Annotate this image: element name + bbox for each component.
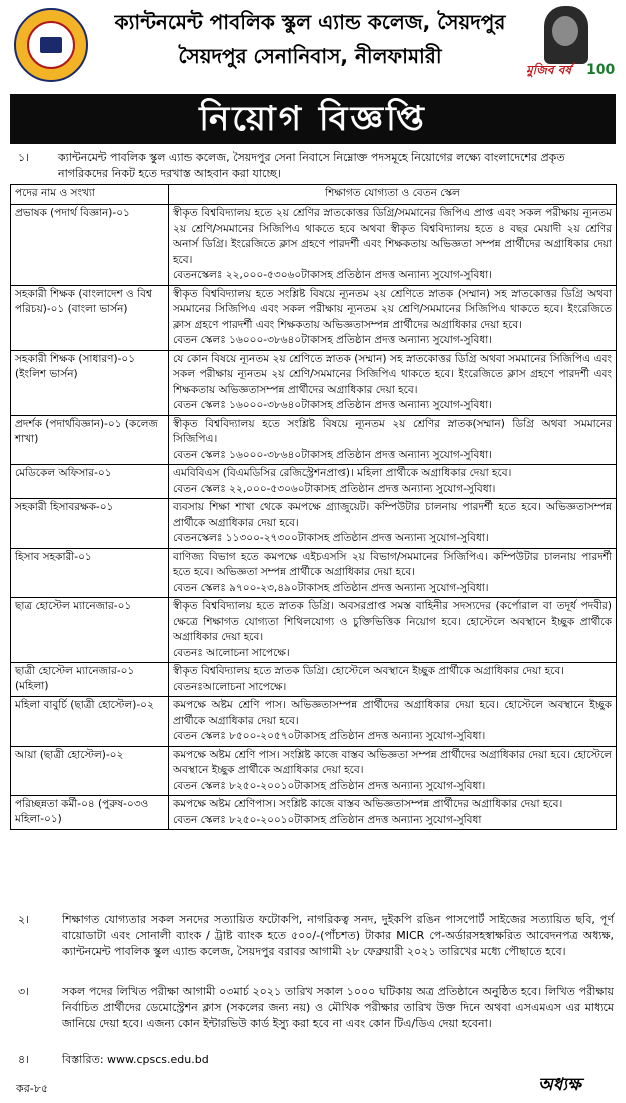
note-text: শিক্ষাগত যোগ্যতার সকল সনদের সত্যায়িত ফটোকপি, নাগরিকত্ব সনদ, দুইকপি রঙিন পাসপোর্ট সাইজের সত্যায়িত ছবি, পূর্ণ বায়োডাটা এবং সোনালী ব্যাংক / ট্রাষ্ট ব্যাংক হতে ৫০০/-(পাঁচশত) টাকার MICR পে-অর্ডারসহস্বাক্ষরিত আবেদনপত্র অধ্যক্ষ, ক্যান্টনমেন্ট পাবলিক স্কুল এ্যান্ড কলেজ, সৈয়দপুর বরাবর আগামী ২৮ ফেব্রুয়ারী ২০২১ তারিখের মধ্যে পৌছাতে হবে।: [62, 913, 614, 958]
table-row: [11, 415, 617, 465]
salary-text: বেতনঃআলোচনা সাপেক্ষে।: [173, 680, 287, 693]
note-number: ৩।: [18, 985, 30, 998]
mujib-borsho-logo: [526, 6, 618, 86]
position-cell: সহকারী শিক্ষক (বাংলাদেশ ও বিশ্ব পরিচয়)-০১ (বাংলা ভার্সন): [11, 285, 169, 350]
qualification-cell: [169, 663, 617, 697]
position-cell: সহকারী শিক্ষক (সাধারণ)-০১ (ইংলিশ ভার্সন): [11, 350, 169, 415]
qualification-text: স্বীকৃত বিশ্ববিদ্যালয় হতে সংশ্লিষ্ট বিষয়ে ন্যূনতম ২য় শ্রেণিতে স্নাতক (সম্মান) সহ স্নাতকোত্তর ডিগ্রি অথবা সমমানের সিজিপিএ এবং সকল পরীক্ষায় ন্যূনতম ২য় শ্রেণি/সমমানের সিজিপিএ থাকতে হবে। ইংরেজিতে ক্লাস গ্রহণে পারদর্শী এবং শিক্ষকতায় অভিজ্ঞতাসম্পন্ন প্রার্থীদের অগ্রাধিকার দেয়া হবে।: [173, 287, 612, 331]
salary-text: বেতনস্কেলঃ ২২,০০০-৫৩০৬০টাকাসহ প্রতিষ্ঠান প্রদত্ত অন্যান্য সুযোগ-সুবিধা।: [173, 269, 493, 281]
salary-text: বেতন স্কেলঃ ৯৭০০-২৩,৪৯০টাকাসহ প্রতিষ্ঠান প্রদত্ত অন্যান্য সুযোগ-সুবিধা।: [173, 581, 489, 594]
mujib-logo-number: 100: [586, 62, 616, 78]
position-cell: মহিলা বাবুর্চি (ছাত্রী হোস্টেল)-০২: [11, 697, 169, 747]
qualification-cell: [169, 796, 617, 830]
school-address: সৈয়দপুর সেনানিবাস, নীলফামারী: [178, 44, 442, 68]
qualification-text: কমপক্ষে অষ্টম শ্রেণিপাস। সংশ্লিষ্ট কাজে বাস্তব অভিজ্ঞতাসম্পন্ন প্রার্থীদের অগ্রাধিকার দেয়া হবে।: [173, 798, 563, 810]
header-position: পদের নাম ও সংখ্যা: [11, 185, 169, 205]
qualification-text: স্বীকৃত বিশ্ববিদ্যালয় হতে সংশ্লিষ্ট বিষয়ে ন্যূনতম ২য় শ্রেণির স্নাতক(সম্মান) ডিগ্রি অথবা সমমানের সিজিপিএ।: [173, 417, 612, 445]
qualification-text: স্বীকৃত বিশ্ববিদ্যালয় হতে স্নাতক ডিগ্রি। অবসরপ্রাপ্ত সমস্ত বাহিনীর সদস্যদের (কর্পোরাল বা তদূর্ধ পদবীর) ক্ষেত্রে শিক্ষাগত যোগ্যতা শিথিলযোগ্য ও চুক্তিভিত্তিক নিয়োগ হবে। হোস্টেলে অবস্থানে ইচ্ছুক প্রার্থীকে অগ্রাধিকার দেয়া হবে।: [173, 600, 612, 643]
salary-text: বেতন স্কেলঃ ১৬০০০-৩৮৬৪০টাকাসহ প্রতিষ্ঠান প্রদত্ত অন্যান্য সুযোগ-সুবিধা।: [173, 399, 493, 411]
notice-page: [4, 2, 622, 1101]
qualification-text: এমবিবিএস (বিএমডিসির রেজিস্ট্রেশনপ্রাপ্ত)। মহিলা প্রার্থীকে অগ্রাধিকার দেয়া হবে।: [173, 467, 512, 479]
note-number: ৪।: [18, 1053, 30, 1066]
qualification-cell: [169, 205, 617, 286]
footer-code: কর-৮৫: [16, 1082, 48, 1095]
qualification-cell: [169, 499, 617, 549]
note-number: ২।: [18, 913, 30, 926]
qualification-text: যে কোন বিষয়ে ন্যূনতম ২য় শ্রেণিতে স্নাতক (সম্মান) সহ স্নাতকোত্তর ডিগ্রি অথবা সমমানের সিজিপিএ এবং সকল পরীক্ষায় ন্যূনতম ২য় শ্রেণি/সমমানের সিজিপিএ থাকতে হবে। ইংরেজিতে ক্লাস গ্রহণে পারদর্শী এবং শিক্ষকতায় অভিজ্ঞতাসম্পন্ন প্রার্থীদের অগ্রাধিকার দেয়া হবে।: [173, 352, 612, 396]
table-row: [11, 285, 617, 350]
qualification-text: স্বীকৃত বিশ্ববিদ্যালয় হতে ২য় শ্রেণির স্নাতকোত্তর ডিগ্রি/সমমানের জিপিএ প্রাপ্ত এবং সকল পরীক্ষায় ন্যূনতম ২য় শ্রেণি/সমমানের সিজিপিএ থাকতে হবে অথবা স্বীকৃত বিশ্ববিদ্যালয় হতে ৪ বছর মেয়াদী ২য় শ্রেণির অনার্স ডিগ্রি। ইংরেজিতে ক্লাস গ্রহণে পারদর্শী এবং শিক্ষকতায় অভিজ্ঞতা সম্পন্ন প্রার্থীদের অগ্রাধিকার দেয়া হবে।: [173, 207, 612, 266]
school-logo: [14, 8, 88, 82]
table-row: [11, 350, 617, 415]
salary-text: বেতনস্কেলঃ ১১৩০০-২৭৩০০টাকাসহ প্রতিষ্ঠান প্রদত্ত অন্যান্য সুযোগ-সুবিধা।: [173, 532, 489, 544]
table-row: [11, 205, 617, 286]
qualification-text: কমপক্ষে অষ্টম শ্রেণি পাস। সংশ্লিষ্ট কাজে বাস্তব অভিজ্ঞতা সম্পন্ন প্রার্থীদের অগ্রাধিকার দেয়া হবে। হোস্টেলে অবস্থানে ইচ্ছুক প্রার্থীকে অগ্রাধিকার দেয়া হবে।: [173, 748, 612, 776]
salary-text: বেতন স্কেলঃ ১৬০০০-৩৮৬৪০টাকাসহ প্রতিষ্ঠান প্রদত্ত অন্যান্য সুযোগ-সুবিধা।: [173, 334, 493, 346]
table-row: [11, 697, 617, 747]
intro-number: ১।: [18, 151, 30, 164]
position-cell: পরিচ্ছন্নতা কর্মী-০৪ (পুরুষ-০৩ও মহিলা-০১): [11, 796, 169, 830]
principal-signature: অধ্যক্ষ: [538, 1075, 581, 1095]
table-header-row: [11, 185, 617, 205]
position-cell: প্রদর্শক (পদার্থবিজ্ঞান)-০১ (কলেজ শাখা): [11, 415, 169, 465]
position-cell: সহকারী হিসাবরক্ষক-০১: [11, 499, 169, 549]
qualification-text: ব্যবসায় শিক্ষা শাখা থেকে কমপক্ষে গ্র্যাজুয়েট। কম্পিউটার চালনায় পারদর্শী হতে হবে। অভিজ্ঞতাসম্পন্ন প্রার্থীকে অগ্রাধিকার দেয়া হবে।: [173, 501, 612, 529]
qualification-cell: [169, 415, 617, 465]
qualification-cell: [169, 548, 617, 598]
position-cell: প্রভাষক (পদার্থ বিজ্ঞান)-০১: [11, 205, 169, 286]
qualification-cell: [169, 746, 617, 796]
book-icon: [40, 37, 62, 53]
notice-header: [4, 2, 622, 90]
qualification-cell: [169, 285, 617, 350]
portrait-face: [552, 16, 578, 46]
table-row: [11, 465, 617, 499]
salary-text: বেতন স্কেলঃ ১৬০০০-৩৮৬৪০টাকাসহ প্রতিষ্ঠান প্রদত্ত অন্যান্য সুযোগ-সুবিধা।: [173, 448, 493, 461]
notice-title-banner: নিয়োগ বিজ্ঞপ্তি: [10, 94, 616, 144]
salary-text: বেতনঃ আলোচনা সাপেক্ষে।: [173, 646, 290, 659]
portrait-icon: [544, 6, 588, 64]
positions-table: [10, 184, 617, 830]
salary-text: বেতন স্কেলঃ ২২,০০০-৫৩০৬০টাকাসহ প্রতিষ্ঠান প্রদত্ত অন্যান্য সুযোগ-সুবিধা।: [173, 482, 496, 495]
table-row: [11, 598, 617, 663]
school-name: ক্যান্টনমেন্ট পাবলিক স্কুল এ্যান্ড কলেজ, সৈয়দপুর: [114, 10, 506, 34]
intro-text: ক্যান্টনমেন্ট পাবলিক স্কুল এ্যান্ড কলেজ, সৈয়দপুর সেনা নিবাসে নিম্নোক্ত পদসমূহে নিয়োগের লক্ষ্যে বাংলাদেশের প্রকৃত নাগরিকদের নিকট হতে দরখাস্ত আহবান করা যাচ্ছে।: [58, 151, 565, 180]
mujib-logo-text: মুজিব বর্ষ: [526, 63, 571, 77]
qualification-cell: [169, 350, 617, 415]
qualification-cell: [169, 697, 617, 747]
table-row: [11, 796, 617, 830]
qualification-text: স্বীকৃত বিশ্ববিদ্যালয় হতে স্নাতক ডিগ্রি। হোস্টেলে অবস্থানে ইচ্ছুক প্রার্থীকে অগ্রাধিকার দেয়া হবে।: [173, 665, 564, 677]
position-cell: আয়া (ছাত্রী হোস্টেল)-০২: [11, 746, 169, 796]
salary-text: বেতন স্কেলঃ ৮২৫০-২০০১০টাকাসহ প্রতিষ্ঠান প্রদত্ত অন্যান্য সুযোগ-সুবিধা: [173, 813, 482, 826]
note-text: বিস্তারিত: www.cpscs.edu.bd: [62, 1053, 209, 1066]
salary-text: বেতন স্কেলঃ ৮২৫০-২০০১০টাকাসহ প্রতিষ্ঠান প্রদত্ত অন্যান্য সুযোগ-সুবিধা।: [173, 779, 486, 792]
qualification-cell: [169, 598, 617, 663]
qualification-text: কমপক্ষে অষ্টম শ্রেণি পাস। অভিজ্ঞতাসম্পন্ন প্রার্থীদের অগ্রাধিকার দেয়া হবে। হোস্টেলে অবস্থানে ইচ্ছুক প্রার্থীকে অগ্রাধিকার দেয়া হবে।: [173, 699, 612, 727]
table-row: [11, 548, 617, 598]
table-row: [11, 499, 617, 549]
note-text: সকল পদের লিখিত পরীক্ষা আগামী ০৩মার্চ ২০২১ তারিখ সকাল ১০০০ ঘটিকায় অত্র প্রতিষ্ঠানে অনুষ্ঠিত হবে। লিখিত পরীক্ষায় নির্বাচিত প্রার্থীদের ডেমোস্ট্রেশন ক্লাস (সকলের জন্য নয়) ও মৌখিক পরীক্ষার তারিখ উক্ত দিনে অথবা এসএমএস এর মাধ্যমে জানিয়ে দেয়া হবে। এজন্য কোন ইন্টারভিউ কার্ড ইস্যু করা হবে না এবং কোন টিএ/ডিএ দেয়া হবেনা।: [62, 985, 614, 1030]
qualification-cell: [169, 465, 617, 499]
table-row: [11, 746, 617, 796]
logo-emblem-ring: [27, 21, 75, 69]
position-cell: ছাত্রী হোস্টেল ম্যানেজার-০১ (মহিলা): [11, 663, 169, 697]
position-cell: হিসাব সহকারী-০১: [11, 548, 169, 598]
position-cell: মেডিকেল অফিসার-০১: [11, 465, 169, 499]
header-qualification: শিক্ষাগত যোগ্যতা ও বেতন স্কেল: [169, 185, 617, 205]
qualification-text: বাণিজ্য বিভাগ হতে কমপক্ষে এইচএসসি ২য় বিভাগ/সমমানের সিজিপিএ। কম্পিউটার চালনায় পারদর্শী হতে হবে। অভিজ্ঞতা সম্পন্ন প্রার্থীকে অগ্রাধিকার দেয়া হবে।: [173, 550, 612, 578]
table-row: [11, 663, 617, 697]
salary-text: বেতন স্কেলঃ ৮৫০০-২০৫৭০টাকাসহ প্রতিষ্ঠান প্রদত্ত অন্যান্য সুযোগ-সুবিধা।: [173, 730, 486, 742]
position-cell: ছাত্র হোস্টেল ম্যানেজার-০১: [11, 598, 169, 663]
